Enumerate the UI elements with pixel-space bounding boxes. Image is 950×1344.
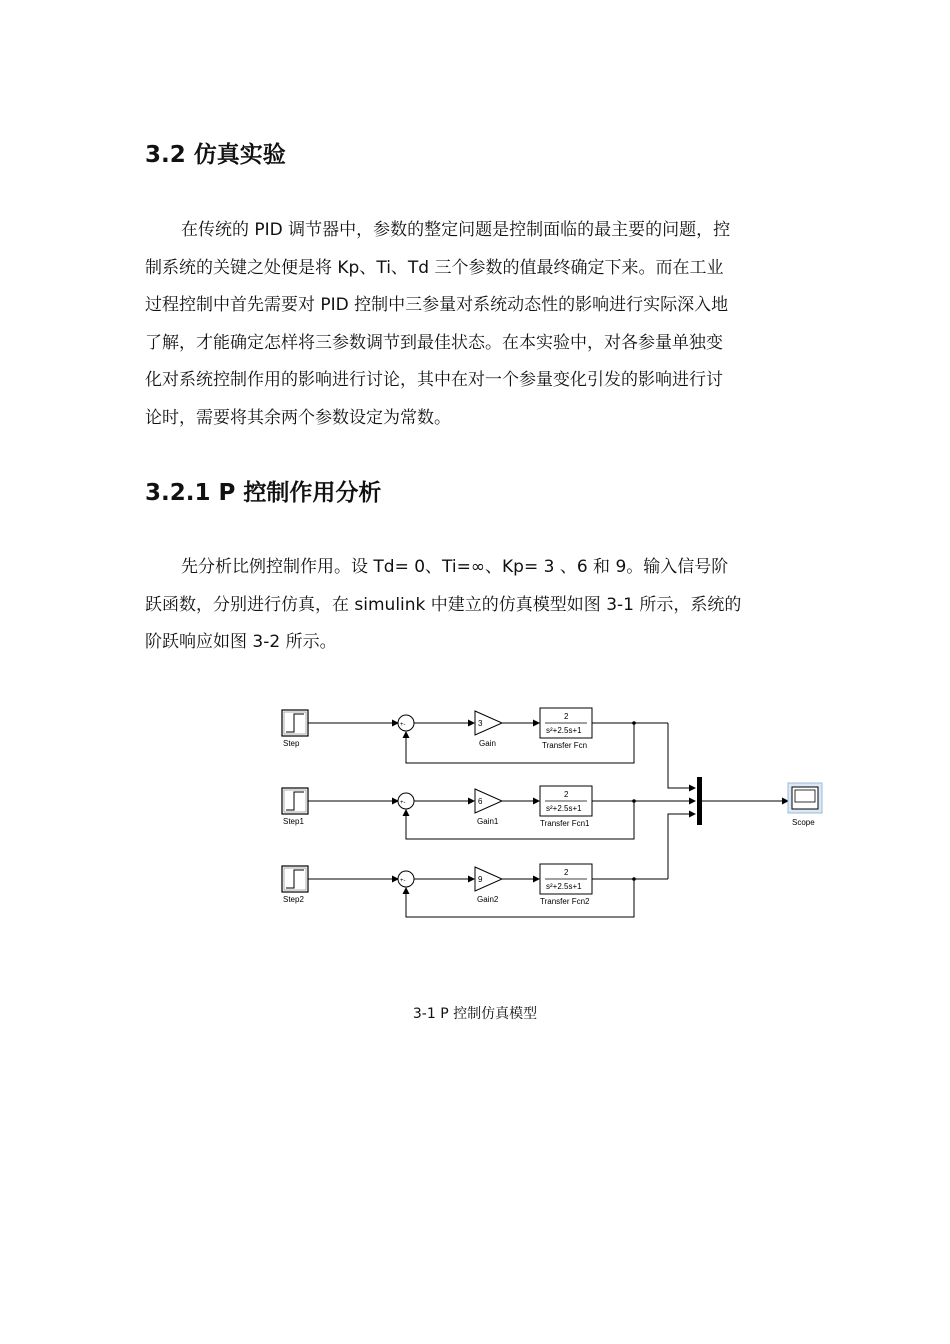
tf-denominator: s²+2.5s+1 [546,726,582,735]
intro-line: 制系统的关键之处便是将 Kp、Ti、Td 三个参数的值最终确定下来。而在工业 [145,257,724,278]
sum-block [398,871,414,887]
model-row [282,708,668,763]
mux-block [697,777,702,825]
intro-paragraph [145,212,810,437]
step-block [282,866,308,904]
gain-value: 6 [478,797,483,806]
sum-block [398,715,414,731]
tf-label: Transfer Fcn1 [540,819,590,828]
body-line: 跃函数，分别进行仿真，在 simulink 中建立的仿真模型如图 3-1 所示，系统的 [145,594,742,615]
intro-line: 了解，才能确定怎样将三参数调节到最佳状态。在本实验中，对各参量单独变 [145,332,723,353]
scope-block [788,783,822,827]
gain-block [475,867,502,904]
figure-caption: 3-1 P 控制仿真模型 [412,1006,538,1022]
transfer-fcn-block [540,864,592,906]
transfer-fcn-block [540,708,592,750]
tf-numerator: 2 [564,868,569,877]
sum-signs: +- [400,722,406,728]
sum-signs: +- [400,878,406,884]
model-row [282,864,668,917]
gain-label: Gain [479,739,496,748]
gain-value: 3 [478,719,483,728]
gain-block [475,711,502,748]
body-line: 阶跃响应如图 3-2 所示。 [145,632,337,652]
step-label: Step2 [283,895,304,904]
body-paragraph [145,549,810,662]
step-block [282,788,308,826]
gain-label: Gain2 [477,895,499,904]
sum-signs: +- [400,800,406,806]
tf-label: Transfer Fcn2 [540,897,590,906]
intro-line: 在传统的 PID 调节器中，参数的整定问题是控制面临的最主要的问题，控 [181,220,731,240]
tf-label: Transfer Fcn [542,741,588,750]
tf-denominator: s²+2.5s+1 [546,882,582,891]
section-title: 3.2 仿真实验 [145,142,286,168]
step-label: Step1 [283,817,304,826]
gain-block [475,789,502,826]
model-row [282,786,695,839]
step-block [282,710,308,748]
tf-numerator: 2 [564,790,569,799]
subsection-title: 3.2.1 P 控制作用分析 [145,480,382,506]
step-label: Step [283,739,300,748]
intro-line: 论时，需要将其余两个参数设定为常数。 [145,407,451,428]
body-line: 先分析比例控制作用。设 Td= 0、Ti=∞、Kp= 3 、6 和 9。输入信号阶 [181,557,729,577]
gain-label: Gain1 [477,817,499,826]
scope-label: Scope [792,818,815,827]
intro-line: 过程控制中首先需要对 PID 控制中三参量对系统动态性的影响进行实际深入地 [145,295,729,315]
tf-denominator: s²+2.5s+1 [546,804,582,813]
gain-value: 9 [478,875,483,884]
simulink-diagram [270,690,830,930]
transfer-fcn-block [540,786,592,828]
tf-numerator: 2 [564,712,569,721]
sum-block [398,793,414,809]
intro-line: 化对系统控制作用的影响进行讨论，其中在对一个参量变化引发的影响进行讨 [145,370,723,390]
